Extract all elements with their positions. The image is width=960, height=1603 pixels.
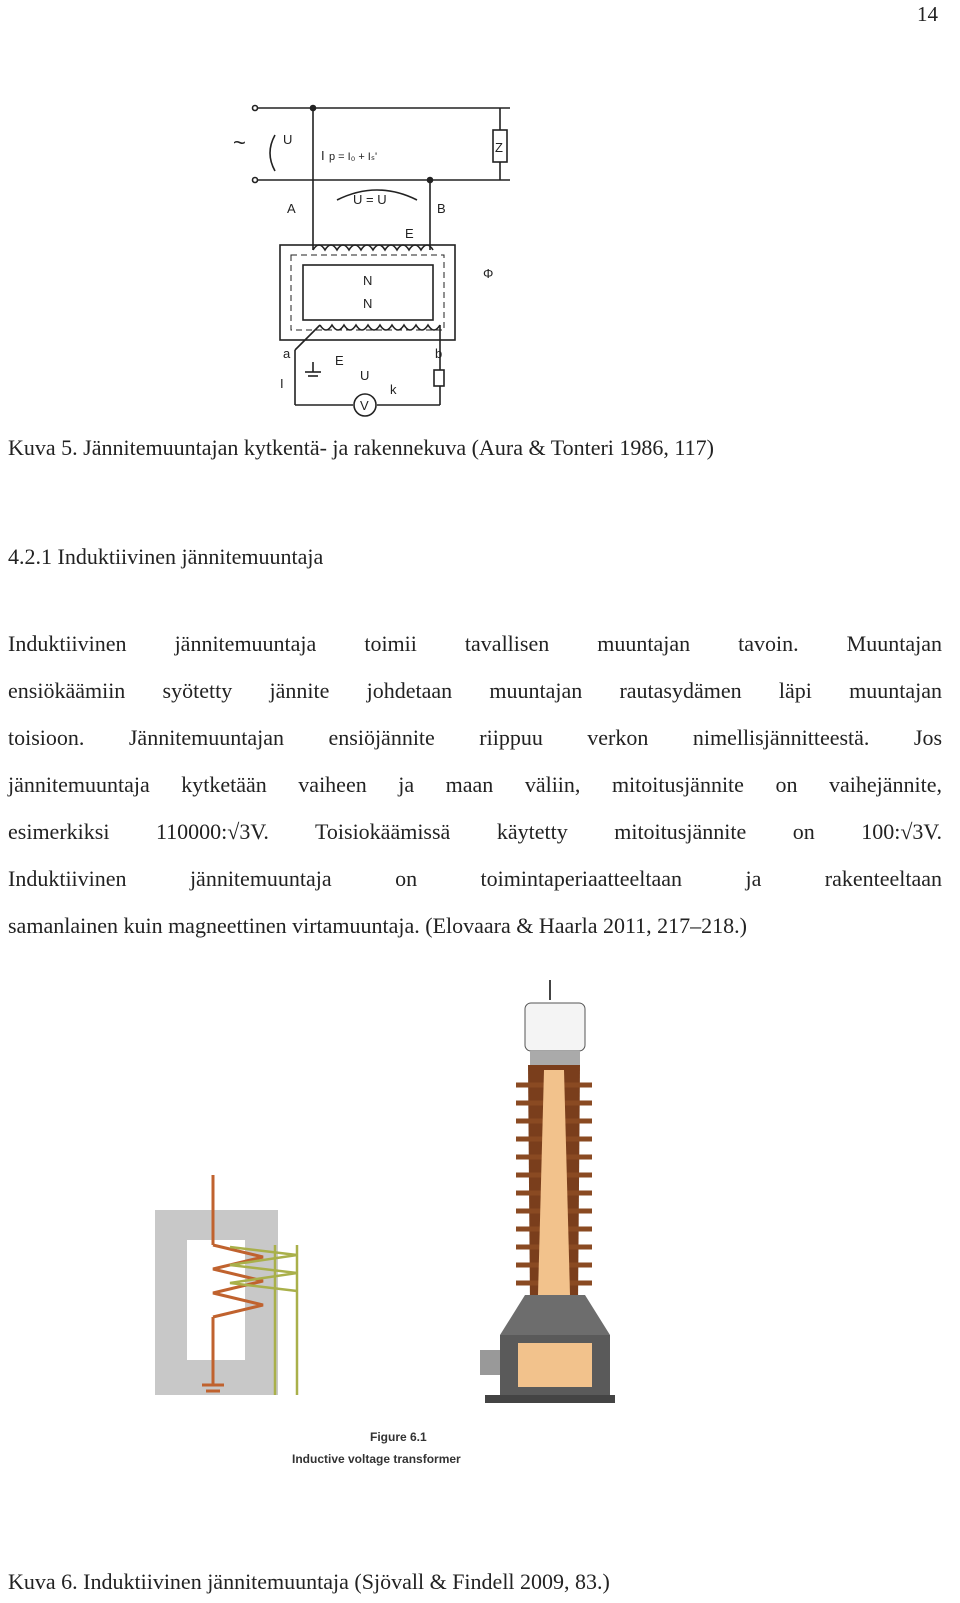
paragraph-line: jännitemuuntaja kytketään vaiheen ja maan väliin, mitoitusjännite on vaihejännite, — [8, 772, 942, 797]
voltmeter-label: V — [360, 398, 369, 413]
label-z: Z — [495, 140, 503, 155]
ac-source-symbol: ~ — [233, 130, 246, 155]
label-is: I — [280, 376, 284, 391]
label-phi-m: Φ — [483, 266, 494, 281]
label-u: U — [283, 132, 293, 147]
paragraph-line: esimerkiksi 110000:√3V. Toisiokäämissä käytetty mitoitusjännite on 100:√3V. — [8, 819, 942, 844]
paragraph-line: toisioon. Jännitemuuntajan ensiöjännite riippuu verkon nimellisjännitteestä. Jos — [8, 725, 942, 750]
inner-figure-subtitle: Inductive voltage transformer — [292, 1452, 461, 1466]
body-paragraph — [8, 626, 942, 955]
svg-text:p = I₀ + Iₛ': p = I₀ + Iₛ' — [329, 151, 378, 163]
label-a-lower: a — [283, 346, 291, 361]
label-b-upper: B — [437, 201, 446, 216]
transformer-circuit-diagram — [225, 100, 525, 430]
label-k: k — [390, 382, 397, 397]
label-us: U — [360, 368, 370, 383]
paragraph-line: Induktiivinen jännitemuuntaja on toimintaperiaatteeltaan ja rakenteeltaan — [8, 866, 942, 891]
label-ep: E — [405, 226, 414, 241]
label-a-upper: A — [287, 201, 296, 216]
label-n2: N — [363, 296, 373, 311]
label-u-equals-up: U = U — [353, 192, 387, 207]
inductive-transformer-illustration — [140, 975, 660, 1475]
section-heading: 4.2.1 Induktiivinen jännitemuuntaja — [8, 544, 324, 569]
inner-figure-title: Figure 6.1 — [370, 1430, 427, 1444]
paragraph-line: ensiökäämiin syötetty jännite johdetaan muuntajan rautasydämen läpi muuntajan — [8, 678, 942, 703]
label-es: E — [335, 353, 344, 368]
label-n1: N — [363, 273, 373, 288]
label-b-lower: b — [435, 346, 443, 361]
core-coil-schematic — [155, 1175, 297, 1395]
page-number: 14 — [917, 2, 938, 26]
transformer-bushing — [480, 980, 615, 1403]
paragraph-line: samanlainen kuin magneettinen virtamuuntaja. (Elovaara & Haarla 2011, 217–218.) — [8, 913, 747, 938]
label-ip: I — [321, 148, 325, 163]
figure-5-caption: Kuva 5. Jännitemuuntajan kytkentä- ja rakennekuva (Aura & Tonteri 1986, 117) — [8, 435, 714, 460]
paragraph-line: Induktiivinen jännitemuuntaja toimii tavallisen muuntajan tavoin. Muuntajan — [8, 631, 942, 656]
figure-6-caption: Kuva 6. Induktiivinen jännitemuuntaja (Sjövall & Findell 2009, 83.) — [8, 1569, 610, 1594]
